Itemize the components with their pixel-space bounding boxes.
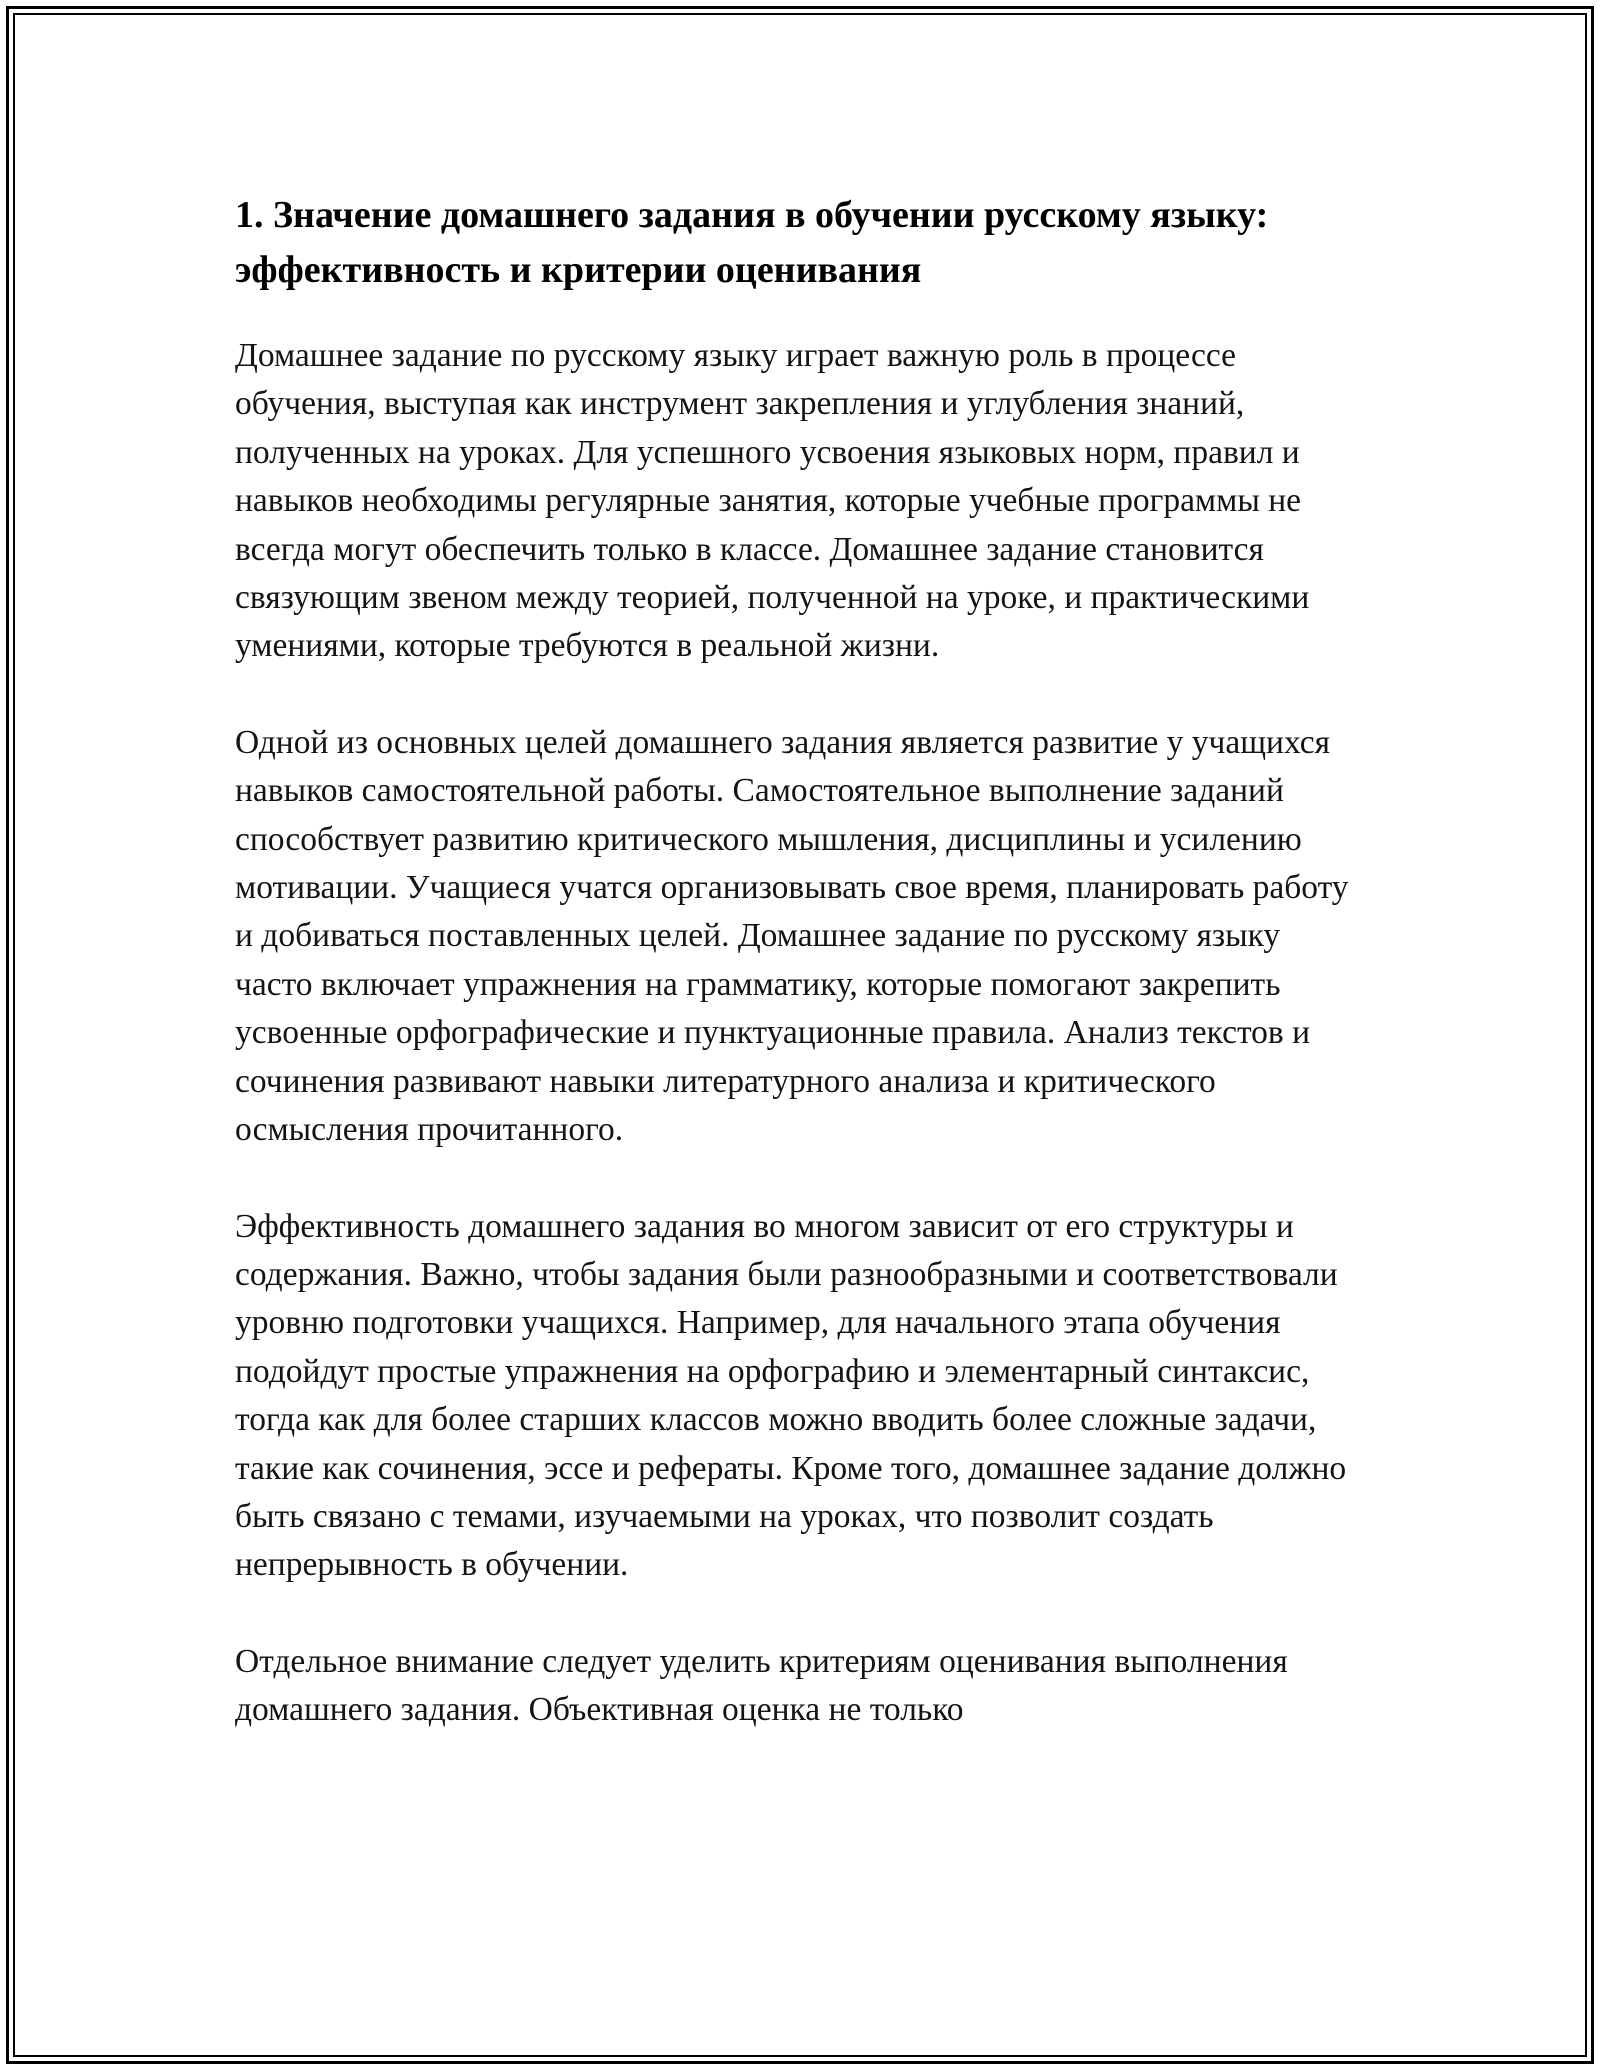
section-title: 1. Значение домашнего задания в обучении русскому языку: эффективность и критерии оценивания [235, 194, 1269, 291]
paragraph-1: Домашнее задание по русскому языку играет важную роль в процессе обучения, выступая как инструмент закрепления и углубления знаний, полученных на уроках. Для успешного усвоения языковых норм, правил и навыков необходимы регулярные занятия, которые учебные программы не всегда могут обеспечить только в классе. Домашнее задание становится связующим звеном между теорией, полученной на уроке, и практическими умениями, которые требуются в реальной жизни. [235, 337, 1310, 665]
paragraph-2: Одной из основных целей домашнего задания является развитие у учащихся навыков самостоятельной работы. Самостоятельное выполнение заданий способствует развитию критического мышления, дисциплины и усилению мотивации. Учащиеся учатся организовывать свое время, планировать работу и добиваться поставленных целей. Домашнее задание по русскому языку часто включает упражнения на грамматику, которые помогают закрепить усвоенные орфографические и пунктуационные правила. Анализ текстов и сочинения развивают навыки литературного анализа и критического осмысления прочитанного. [235, 723, 1349, 1149]
document-body [235, 188, 1365, 1783]
paragraph-4: Отдельное внимание следует уделить критериям оценивания выполнения домашнего задания. Объективная оценка не только [235, 1642, 1288, 1729]
paragraph-3: Эффективность домашнего задания во многом зависит от его структуры и содержания. Важно, чтобы задания были разнообразными и соответствовали уровню подготовки учащихся. Например, для начального этапа обучения подойдут простые упражнения на орфографию и элементарный синтаксис, тогда как для более старших классов можно вводить более сложные задачи, такие как сочинения, эссе и рефераты. Кроме того, домашнее задание должно быть связано с темами, изучаемыми на уроках, что позволит создать непрерывность в обучении. [235, 1207, 1347, 1584]
